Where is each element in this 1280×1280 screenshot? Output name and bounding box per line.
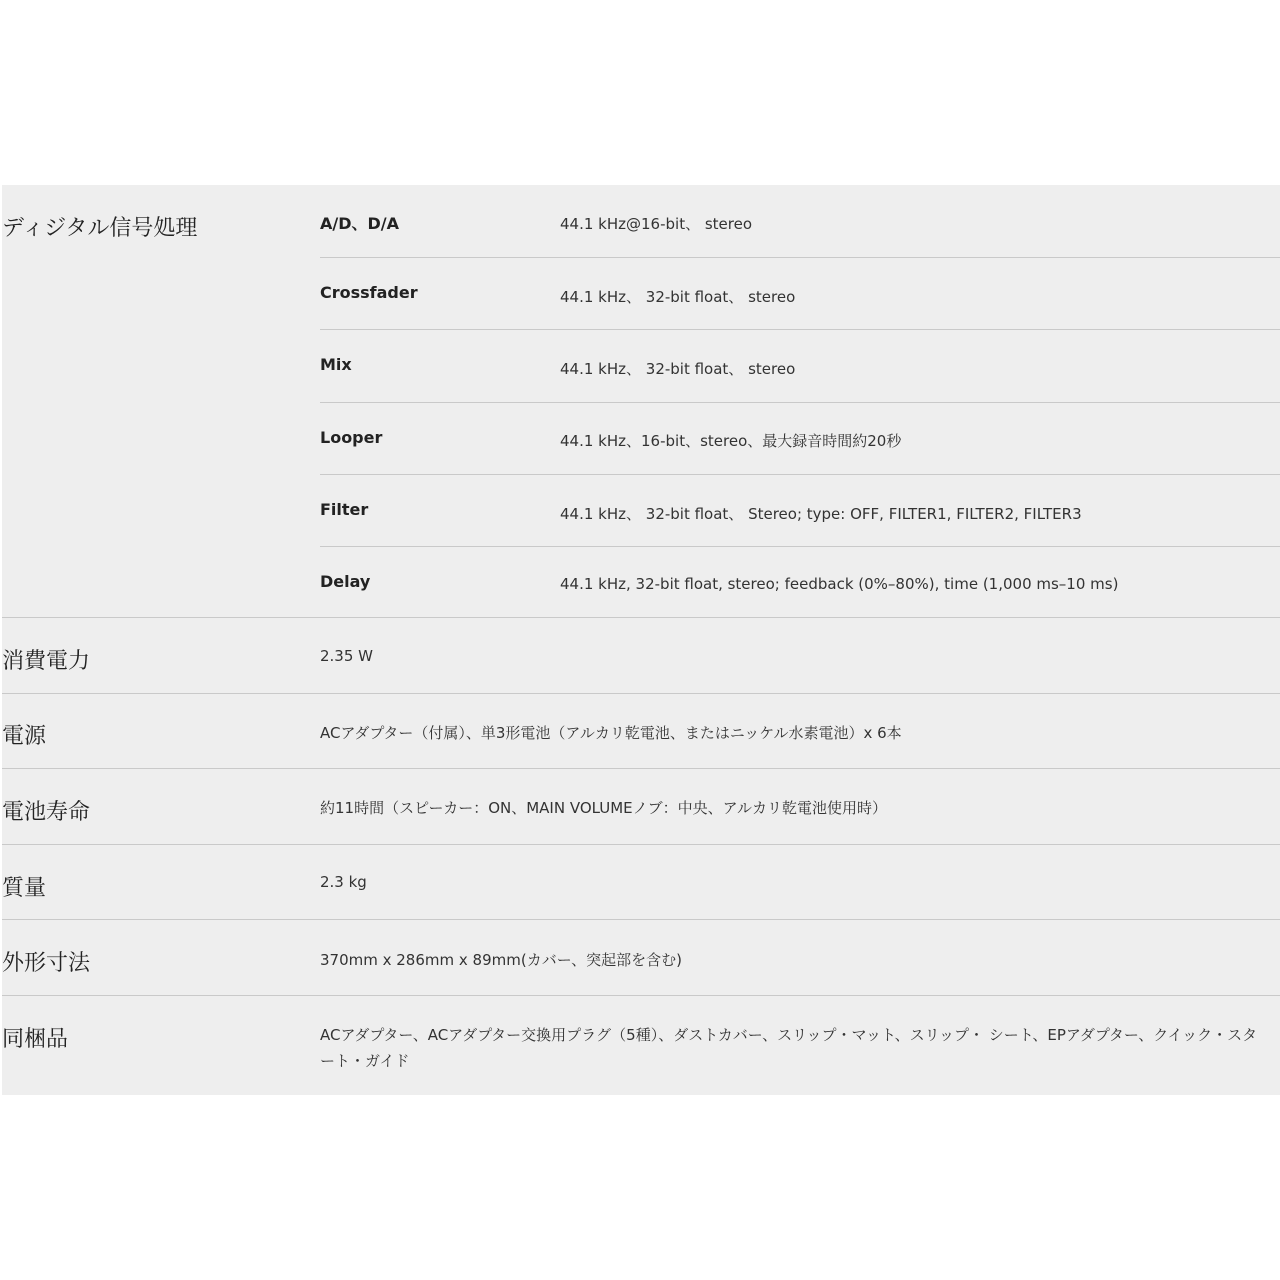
divider <box>320 257 1280 258</box>
spec-value-battery-life: 約11時間（スピーカー：ON、MAIN VOLUMEノブ：中央、アルカリ乾電池使用時） <box>320 799 888 817</box>
sub-label-crossfader: Crossfader <box>320 283 418 302</box>
divider <box>320 329 1280 330</box>
divider <box>2 995 1280 996</box>
divider <box>2 844 1280 845</box>
spec-value-dimensions: 370mm x 286mm x 89mm(カバー、突起部を含む) <box>320 951 682 969</box>
divider <box>2 617 1280 618</box>
sub-label-mix: Mix <box>320 355 352 374</box>
sub-label-filter: Filter <box>320 500 369 519</box>
spec-value-weight: 2.3 kg <box>320 873 367 891</box>
sub-label-ad-da: A/D、D/A <box>320 214 400 233</box>
divider <box>320 546 1280 547</box>
spec-value-included-items: ACアダプター、ACアダプター交換用プラグ（5種）、ダストカバー、スリップ・マット、スリップ・ シート、EPアダプター、クイック・スタート・ガイド <box>320 1026 1258 1070</box>
spec-value-power-source: ACアダプター（付属）、単3形電池（アルカリ乾電池、またはニッケル水素電池）x 6本 <box>320 724 902 742</box>
spec-label-power-consumption: 消費電力 <box>2 649 91 674</box>
divider <box>320 402 1280 403</box>
spec-label-dimensions: 外形寸法 <box>2 951 91 976</box>
spec-label-power-source: 電源 <box>2 724 47 749</box>
sub-label-delay: Delay <box>320 572 371 591</box>
sub-value-ad-da: 44.1 kHz@16-bit、 stereo <box>560 215 753 233</box>
divider <box>320 474 1280 475</box>
sub-value-filter: 44.1 kHz、 32-bit float、 Stereo; type: OFF, FILTER1, FILTER2, FILTER3 <box>560 505 1082 523</box>
spec-label-battery-life: 電池寿命 <box>2 800 91 825</box>
spec-value-power-consumption: 2.35 W <box>320 647 373 665</box>
sub-value-delay: 44.1 kHz, 32-bit float, stereo; feedback (0%–80%), time (1,000 ms–10 ms) <box>560 575 1119 593</box>
divider <box>2 919 1280 920</box>
spec-label-included-items: 同梱品 <box>2 1027 69 1052</box>
sub-value-mix: 44.1 kHz、 32-bit float、 stereo <box>560 360 796 378</box>
sub-value-crossfader: 44.1 kHz、 32-bit float、 stereo <box>560 288 796 306</box>
sub-label-looper: Looper <box>320 428 383 447</box>
divider <box>2 768 1280 769</box>
spec-label-weight: 質量 <box>2 876 47 901</box>
divider <box>2 693 1280 694</box>
spec-label-digital: ディジタル信号処理 <box>2 216 198 241</box>
spec-table <box>2 185 1280 1095</box>
sub-value-looper: 44.1 kHz、16-bit、stereo、最大録音時間約20秒 <box>560 432 902 450</box>
